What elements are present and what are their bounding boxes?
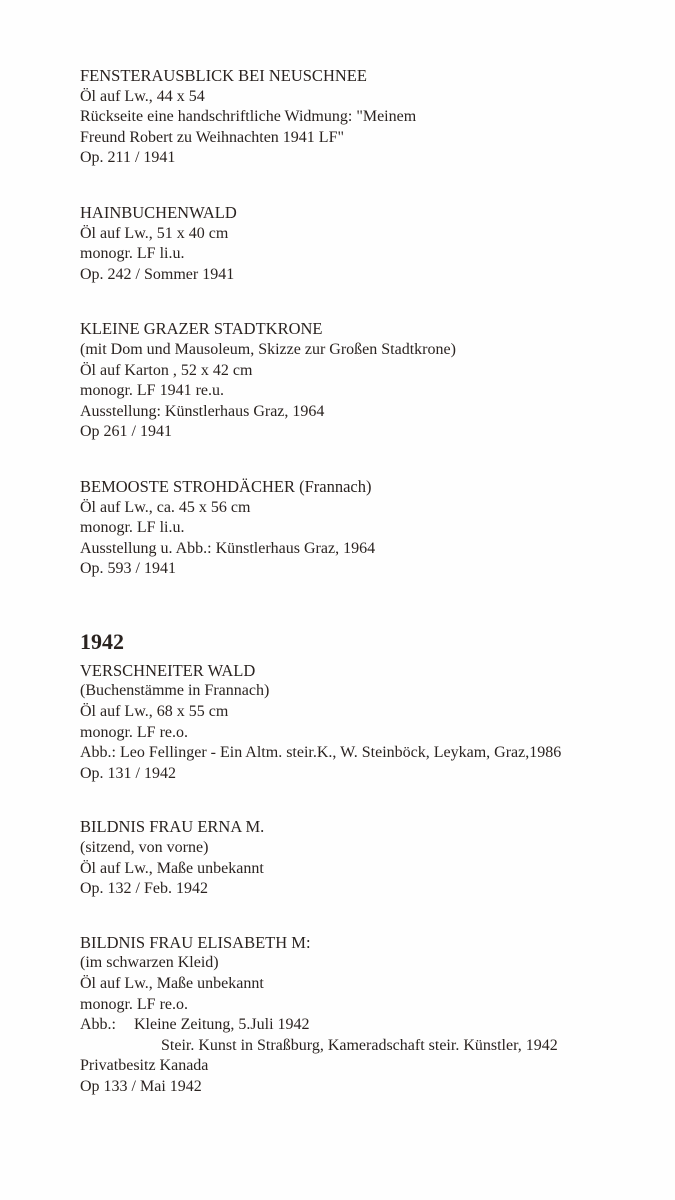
entry-line: Ausstellung: Künstlerhaus Graz, 1964 — [80, 402, 325, 420]
entry-line: Öl auf Lw., 44 x 54 — [80, 87, 205, 105]
catalog-entry — [80, 933, 660, 1098]
abb-label: Abb.: — [80, 1016, 116, 1034]
entry-title: BILDNIS FRAU ERNA M. — [80, 817, 265, 837]
catalog-entry — [80, 319, 660, 443]
entry-line: Öl auf Lw., 68 x 55 cm — [80, 703, 229, 721]
entry-title: KLEINE GRAZER STADTKRONE — [80, 319, 323, 339]
entry-line: Op 261 / 1941 — [80, 423, 172, 441]
entry-line: monogr. LF li.u. — [80, 245, 185, 263]
entry-line: monogr. LF re.o. — [80, 723, 188, 741]
entry-title: FENSTERAUSBLICK BEI NEUSCHNEE — [80, 66, 367, 85]
entry-title: BILDNIS FRAU ELISABETH M: — [80, 932, 311, 952]
entry-line: Öl auf Lw., Maße unbekannt — [80, 975, 264, 992]
catalog-entry — [80, 203, 660, 285]
entry-line: Ausstellung u. Abb.: Künstlerhaus Graz, 1964 — [80, 539, 376, 557]
entry-line: Öl auf Lw., 51 x 40 cm — [80, 224, 229, 242]
entry-line: (Buchenstämme in Frannach) — [80, 682, 270, 700]
entry-line: Rückseite eine handschriftliche Widmung: "Meinem — [80, 108, 417, 126]
entry-line: Op 133 / Mai 1942 — [80, 1077, 202, 1095]
abb-reference-continued: Steir. Kunst in Straßburg, Kameradschaft steir. Künstler, 1942 — [161, 1036, 558, 1054]
entry-title: VERSCHNEITER WALD — [80, 660, 256, 680]
entry-line: Op. 211 / 1941 — [80, 149, 176, 167]
entry-line: Öl auf Lw., Maße unbekannt — [80, 859, 264, 877]
entry-line: (im schwarzen Kleid) — [80, 954, 219, 972]
abb-reference: Kleine Zeitung, 5.Juli 1942 — [134, 1016, 310, 1034]
entry-line: Öl auf Lw., ca. 45 x 56 cm — [80, 498, 251, 516]
entry-line: Op. 131 / 1942 — [80, 764, 176, 782]
entry-line: (mit Dom und Mausoleum, Skizze zur Großen Stadtkrone) — [80, 340, 456, 358]
catalog-entry — [80, 477, 660, 580]
entry-title: HAINBUCHENWALD — [80, 202, 237, 222]
entry-line: Op. 132 / Feb. 1942 — [80, 880, 208, 898]
entry-line: Privatbesitz Kanada — [80, 1057, 209, 1075]
entry-title: BEMOOSTE STROHDÄCHER (Frannach) — [80, 476, 372, 496]
entry-line: monogr. LF li.u. — [80, 519, 185, 537]
entry-line: Op. 593 / 1941 — [80, 560, 176, 578]
entry-line: Abb.: Leo Fellinger - Ein Altm. steir.K., W. Steinböck, Leykam, Graz,1986 — [80, 744, 562, 762]
entry-line: Öl auf Karton , 52 x 42 cm — [80, 361, 253, 379]
catalog-entry — [80, 661, 660, 785]
year-heading: 1942 — [80, 628, 124, 654]
entry-line: monogr. LF 1941 re.u. — [80, 382, 224, 400]
catalog-entry — [80, 66, 660, 169]
catalog-page — [80, 66, 660, 1098]
entry-line: Freund Robert zu Weihnachten 1941 LF" — [80, 128, 345, 146]
entry-line: (sitzend, von vorne) — [80, 839, 209, 857]
catalog-entry — [80, 817, 660, 899]
entry-abb-line — [80, 1015, 660, 1036]
entry-line: monogr. LF re.o. — [80, 995, 188, 1013]
entry-line: Op. 242 / Sommer 1941 — [80, 265, 235, 283]
